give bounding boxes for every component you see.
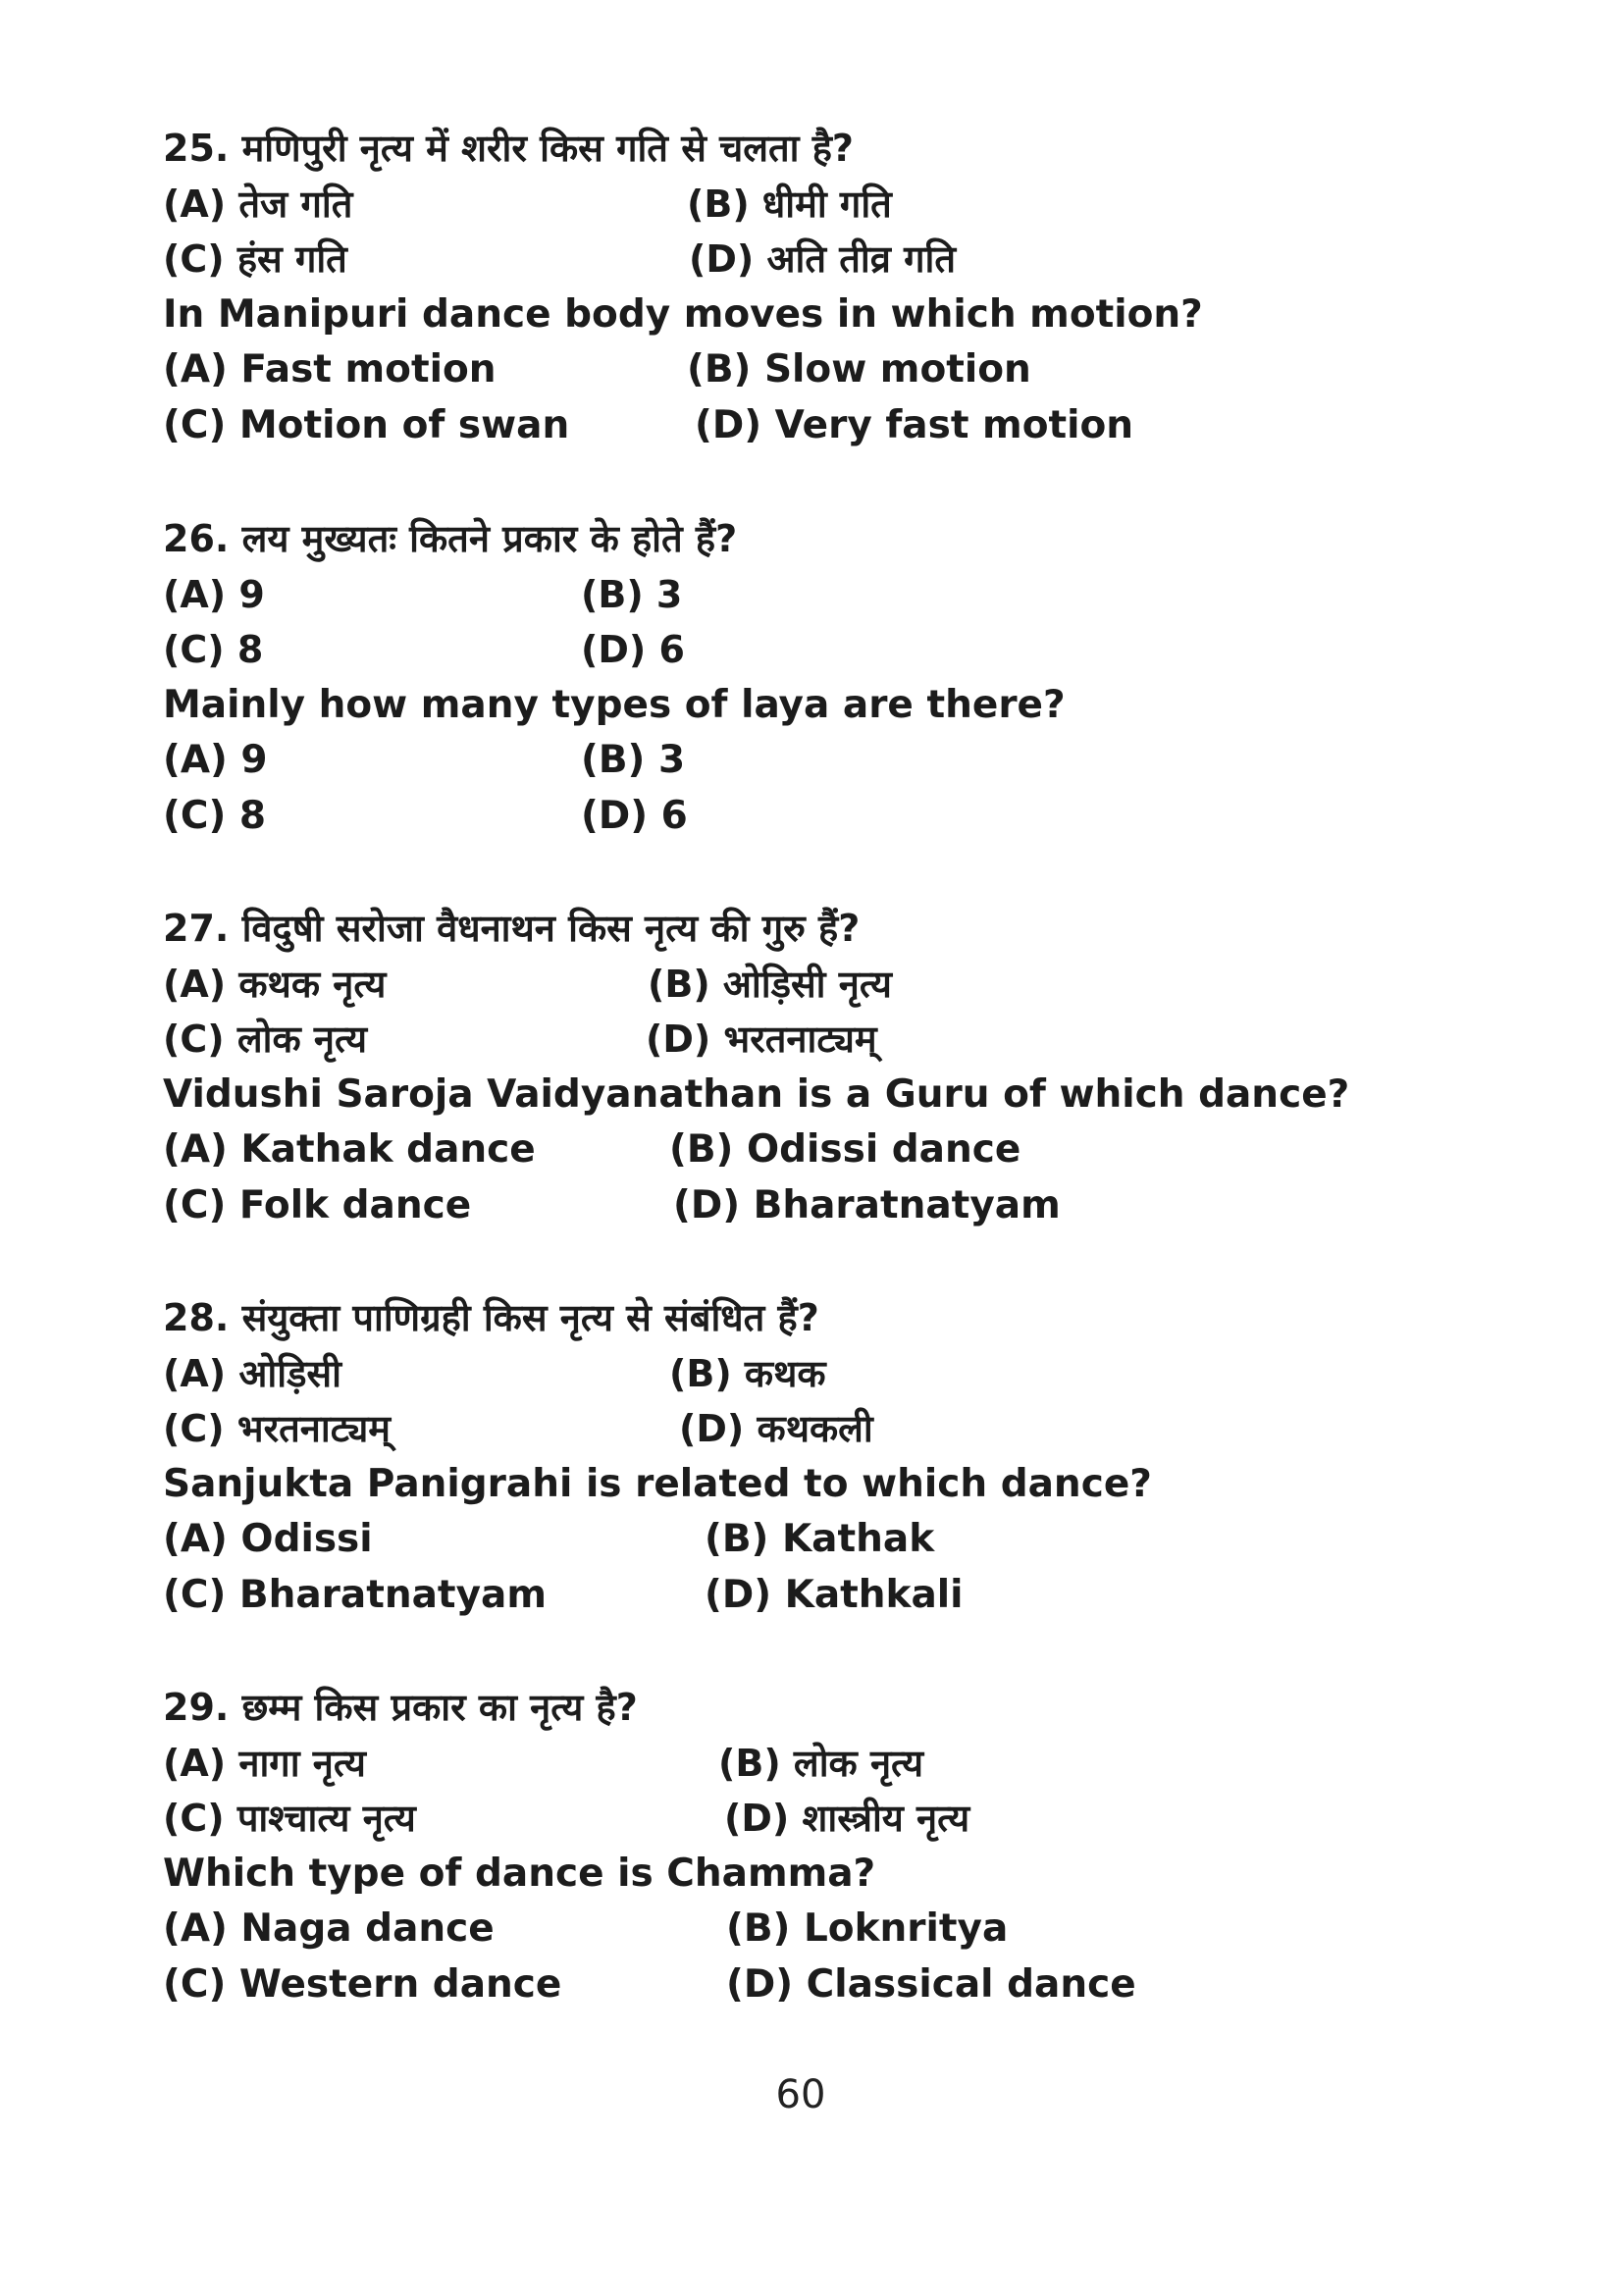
option-a-english: (A) Odissi — [163, 1517, 373, 1561]
options-row-english — [163, 733, 1537, 789]
question-english: Which type of dance is Chamma? — [163, 1851, 876, 1896]
question-hindi — [163, 1680, 1537, 1736]
question-number: 29. — [163, 1686, 230, 1729]
option-a-english: (A) Kathak dance — [163, 1127, 536, 1172]
options-row-hindi — [163, 1791, 1537, 1847]
question-hindi — [163, 1290, 1537, 1346]
question-number: 28. — [163, 1296, 230, 1339]
question-text-hindi: लय मुख्यतः कितने प्रकार के होते हैं? — [241, 517, 738, 560]
options-row-hindi — [163, 1736, 1537, 1792]
options-row-hindi — [163, 957, 1537, 1013]
question-hindi — [163, 511, 1537, 567]
options-row-english — [163, 398, 1537, 454]
question-text-hindi: विदुषी सरोजा वैधनाथन किस नृत्य की गुरु हैं? — [241, 907, 861, 950]
option-a-hindi: (A) नागा नृत्य — [163, 1741, 366, 1785]
option-d-hindi: (D) 6 — [581, 628, 685, 671]
option-b-english: (B) Odissi dance — [669, 1127, 1021, 1172]
options-row-english — [163, 342, 1537, 398]
option-b-hindi: (B) 3 — [581, 572, 683, 616]
question-text-hindi: संयुक्ता पाणिग्रही किस नृत्य से संबंधित हैं? — [241, 1296, 819, 1339]
option-c-hindi: (C) 8 — [163, 628, 264, 671]
option-a-english: (A) Naga dance — [163, 1906, 495, 1951]
question-hindi — [163, 121, 1537, 177]
option-a-hindi: (A) ओड़िसी — [163, 1351, 341, 1395]
option-d-hindi: (D) भरतनाट्यम् — [646, 1018, 877, 1061]
options-row-english — [163, 1568, 1537, 1624]
question-number: 25. — [163, 127, 230, 170]
question-block-28 — [163, 1290, 1537, 1623]
option-b-hindi: (B) कथक — [669, 1351, 826, 1395]
question-english: Mainly how many types of laya are there? — [163, 682, 1066, 727]
option-d-english: (D) Classical dance — [726, 1961, 1136, 2007]
options-row-english — [163, 1957, 1537, 2013]
options-row-hindi — [163, 177, 1537, 233]
question-number: 27. — [163, 907, 230, 950]
option-c-english: (C) Western dance — [163, 1961, 562, 2007]
option-d-english: (D) Bharatnatyam — [673, 1182, 1061, 1227]
page-number: 60 — [775, 2072, 826, 2117]
options-row-english — [163, 789, 1537, 845]
question-number: 26. — [163, 517, 230, 560]
options-row-hindi — [163, 1401, 1537, 1457]
options-row-english — [163, 1512, 1537, 1568]
option-b-english: (B) Slow motion — [687, 347, 1031, 391]
option-d-english: (D) 6 — [581, 793, 688, 838]
option-c-hindi: (C) भरतनाट्यम् — [163, 1407, 391, 1450]
option-b-english: (B) Loknritya — [726, 1906, 1009, 1951]
option-a-english: (A) 9 — [163, 738, 268, 782]
option-a-hindi: (A) तेज गति — [163, 182, 353, 226]
option-c-hindi: (C) पाश्चात्य नृत्य — [163, 1797, 416, 1840]
option-d-english: (D) Very fast motion — [695, 402, 1134, 447]
option-d-hindi: (D) अति तीव्र गति — [689, 237, 957, 281]
question-text-hindi: छम्म किस प्रकार का नृत्य है? — [241, 1686, 638, 1729]
options-row-hindi — [163, 567, 1537, 623]
options-row-english — [163, 1122, 1537, 1178]
option-a-english: (A) Fast motion — [163, 347, 497, 391]
option-b-hindi: (B) ओड़िसी नृत्य — [648, 962, 892, 1006]
option-c-english: (C) Bharatnatyam — [163, 1572, 547, 1617]
options-row-hindi — [163, 232, 1537, 287]
option-c-english: (C) Folk dance — [163, 1182, 472, 1227]
question-block-27 — [163, 901, 1537, 1233]
option-d-english: (D) Kathkali — [705, 1572, 964, 1617]
question-english: In Manipuri dance body moves in which motion? — [163, 291, 1203, 337]
options-row-hindi — [163, 622, 1537, 678]
options-row-english — [163, 1902, 1537, 1957]
option-b-hindi: (B) धीमी गति — [687, 182, 892, 226]
options-row-hindi — [163, 1012, 1537, 1068]
options-row-english — [163, 1178, 1537, 1234]
options-row-hindi — [163, 1346, 1537, 1402]
question-english: Sanjukta Panigrahi is related to which dance? — [163, 1461, 1152, 1506]
option-c-english: (C) Motion of swan — [163, 402, 570, 447]
option-b-english: (B) Kathak — [705, 1517, 935, 1561]
question-english: Vidushi Saroja Vaidyanathan is a Guru of which dance? — [163, 1071, 1350, 1117]
question-block-26 — [163, 511, 1537, 844]
option-d-hindi: (D) शास्त्रीय नृत्य — [724, 1797, 970, 1840]
question-text-hindi: मणिपुरी नृत्य में शरीर किस गति से चलता है? — [241, 127, 854, 170]
question-block-25 — [163, 121, 1537, 453]
option-a-hindi: (A) कथक नृत्य — [163, 962, 387, 1006]
option-c-hindi: (C) हंस गति — [163, 237, 347, 281]
option-b-english: (B) 3 — [581, 738, 686, 782]
option-b-hindi: (B) लोक नृत्य — [718, 1741, 924, 1785]
question-hindi — [163, 901, 1537, 957]
option-c-english: (C) 8 — [163, 793, 266, 838]
option-a-hindi: (A) 9 — [163, 572, 265, 616]
option-d-hindi: (D) कथकली — [679, 1407, 873, 1450]
question-block-29 — [163, 1680, 1537, 2012]
option-c-hindi: (C) लोक नृत्य — [163, 1018, 368, 1061]
